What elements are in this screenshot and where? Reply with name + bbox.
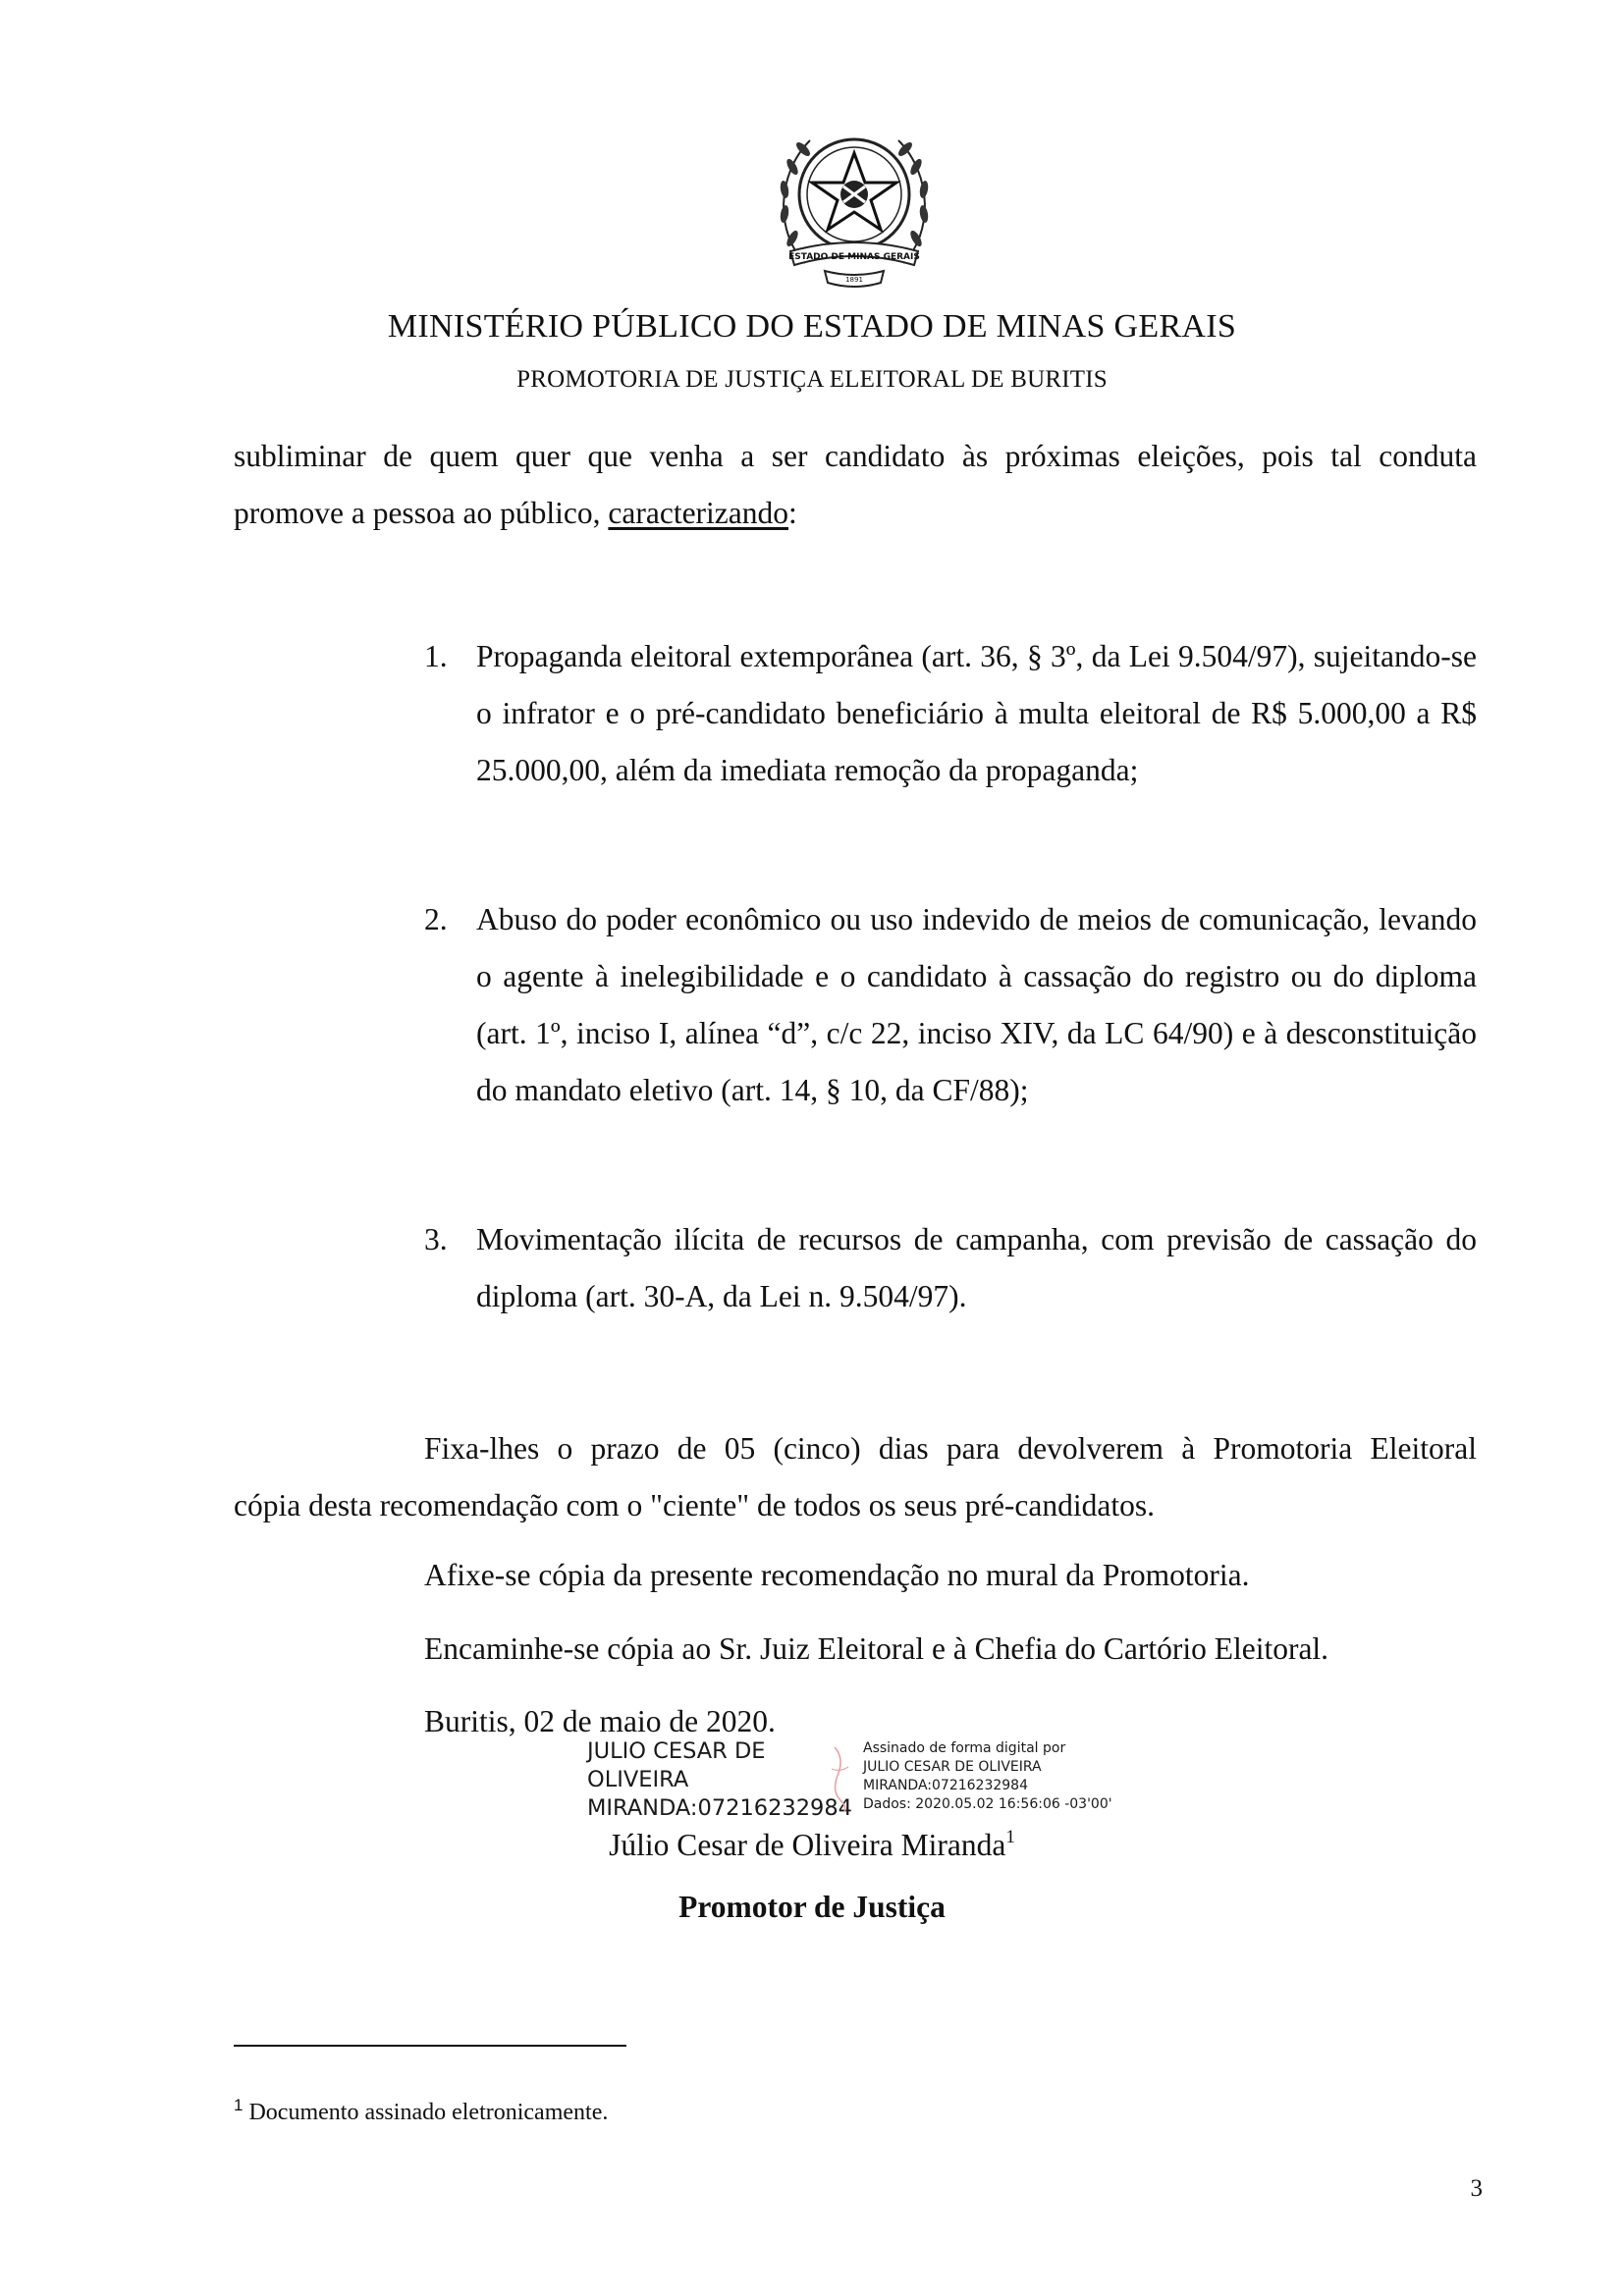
digital-signature-name: JULIO CESAR DE OLIVEIRA MIRANDA:07216232984 bbox=[587, 1738, 852, 1821]
list-item-text: Abuso do poder econômico ou uso indevido de meios de comunicação, levando o agente à inelegibilidade e o candidato à cassação do registro ou do diploma (art. 1º, inciso I, alínea “d”, c/c 22, inciso XIV, da LC 64/90) e à desconstituição do mandato eletivo (art. 14, § 10, da CF/88); bbox=[476, 902, 1477, 1107]
forward-paragraph: Encaminhe-se cópia ao Sr. Juiz Eleitoral e à Chefia do Cartório Eleitoral. bbox=[424, 1631, 1329, 1666]
signature-mark-icon bbox=[827, 1743, 852, 1814]
intro-underlined-word: caracterizando bbox=[608, 496, 789, 530]
footnote-reference: 1 bbox=[1005, 1827, 1015, 1847]
list-item-number: 2. bbox=[424, 902, 448, 936]
mural-paragraph: Afixe-se cópia da presente recomendação no mural da Promotoria. bbox=[424, 1558, 1250, 1592]
signer-role: Promotor de Justiça bbox=[678, 1890, 946, 1924]
intro-line-2-suffix: : bbox=[788, 496, 797, 530]
footnote-number: 1 bbox=[234, 2096, 244, 2114]
signer-name bbox=[0, 1828, 1624, 1863]
deadline-paragraph-line-1: Fixa-lhes o prazo de 05 (cinco) dias para devolverem à Promotoria Eleitoral bbox=[424, 1431, 1477, 1466]
place-date: Buritis, 02 de maio de 2020. bbox=[424, 1704, 776, 1738]
digital-signature-details: Assinado de forma digital por JULIO CESAR DE OLIVEIRA MIRANDA:07216232984 Dados: 2020.05.02 16:56:06 -03'00' bbox=[863, 1740, 1112, 1812]
header-title: MINISTÉRIO PÚBLICO DO ESTADO DE MINAS GERAIS bbox=[387, 308, 1237, 345]
list-item-text: Movimentação ilícita de recursos de campanha, com previsão de cassação do diploma (art. 30-A, da Lei n. 9.504/97). bbox=[476, 1222, 1477, 1313]
intro-line-2 bbox=[234, 485, 1477, 542]
footnote-text: Documento assinado eletronicamente. bbox=[248, 2100, 609, 2125]
list-item-number: 1. bbox=[424, 639, 448, 673]
minas-gerais-coat-of-arms-seal bbox=[771, 116, 938, 291]
digital-signature-stamp bbox=[587, 1737, 1117, 1826]
deadline-paragraph-line-2: cópia desta recomendação com o "ciente" de todos os seus pré-candidatos. bbox=[234, 1488, 1156, 1522]
seal-ribbon-text: ESTADO DE MINAS GERAIS bbox=[788, 252, 920, 262]
intro-line-1: subliminar de quem quer que venha a ser candidato às próximas eleições, pois tal conduta bbox=[234, 439, 1477, 473]
footnote-separator bbox=[234, 2045, 626, 2047]
seal-date-text: 1891 bbox=[845, 276, 863, 284]
signer-name-text: Júlio Cesar de Oliveira Miranda bbox=[609, 1828, 1006, 1862]
list-item-text: Propaganda eleitoral extemporânea (art. 36, § 3º, da Lei 9.504/97), sujeitando-se o infrator e o pré-candidato beneficiário à multa eleitoral de R$ 5.000,00 a R$ 25.000,00, além da imediata remoção da propaganda; bbox=[476, 639, 1477, 787]
intro-line-2-prefix: promove a pessoa ao público, bbox=[234, 496, 609, 530]
header-subtitle: PROMOTORIA DE JUSTIÇA ELEITORAL DE BURITIS bbox=[516, 366, 1108, 393]
footnote bbox=[234, 2096, 609, 2126]
list-item-number: 3. bbox=[424, 1222, 448, 1256]
page-number: 3 bbox=[1470, 2175, 1483, 2202]
